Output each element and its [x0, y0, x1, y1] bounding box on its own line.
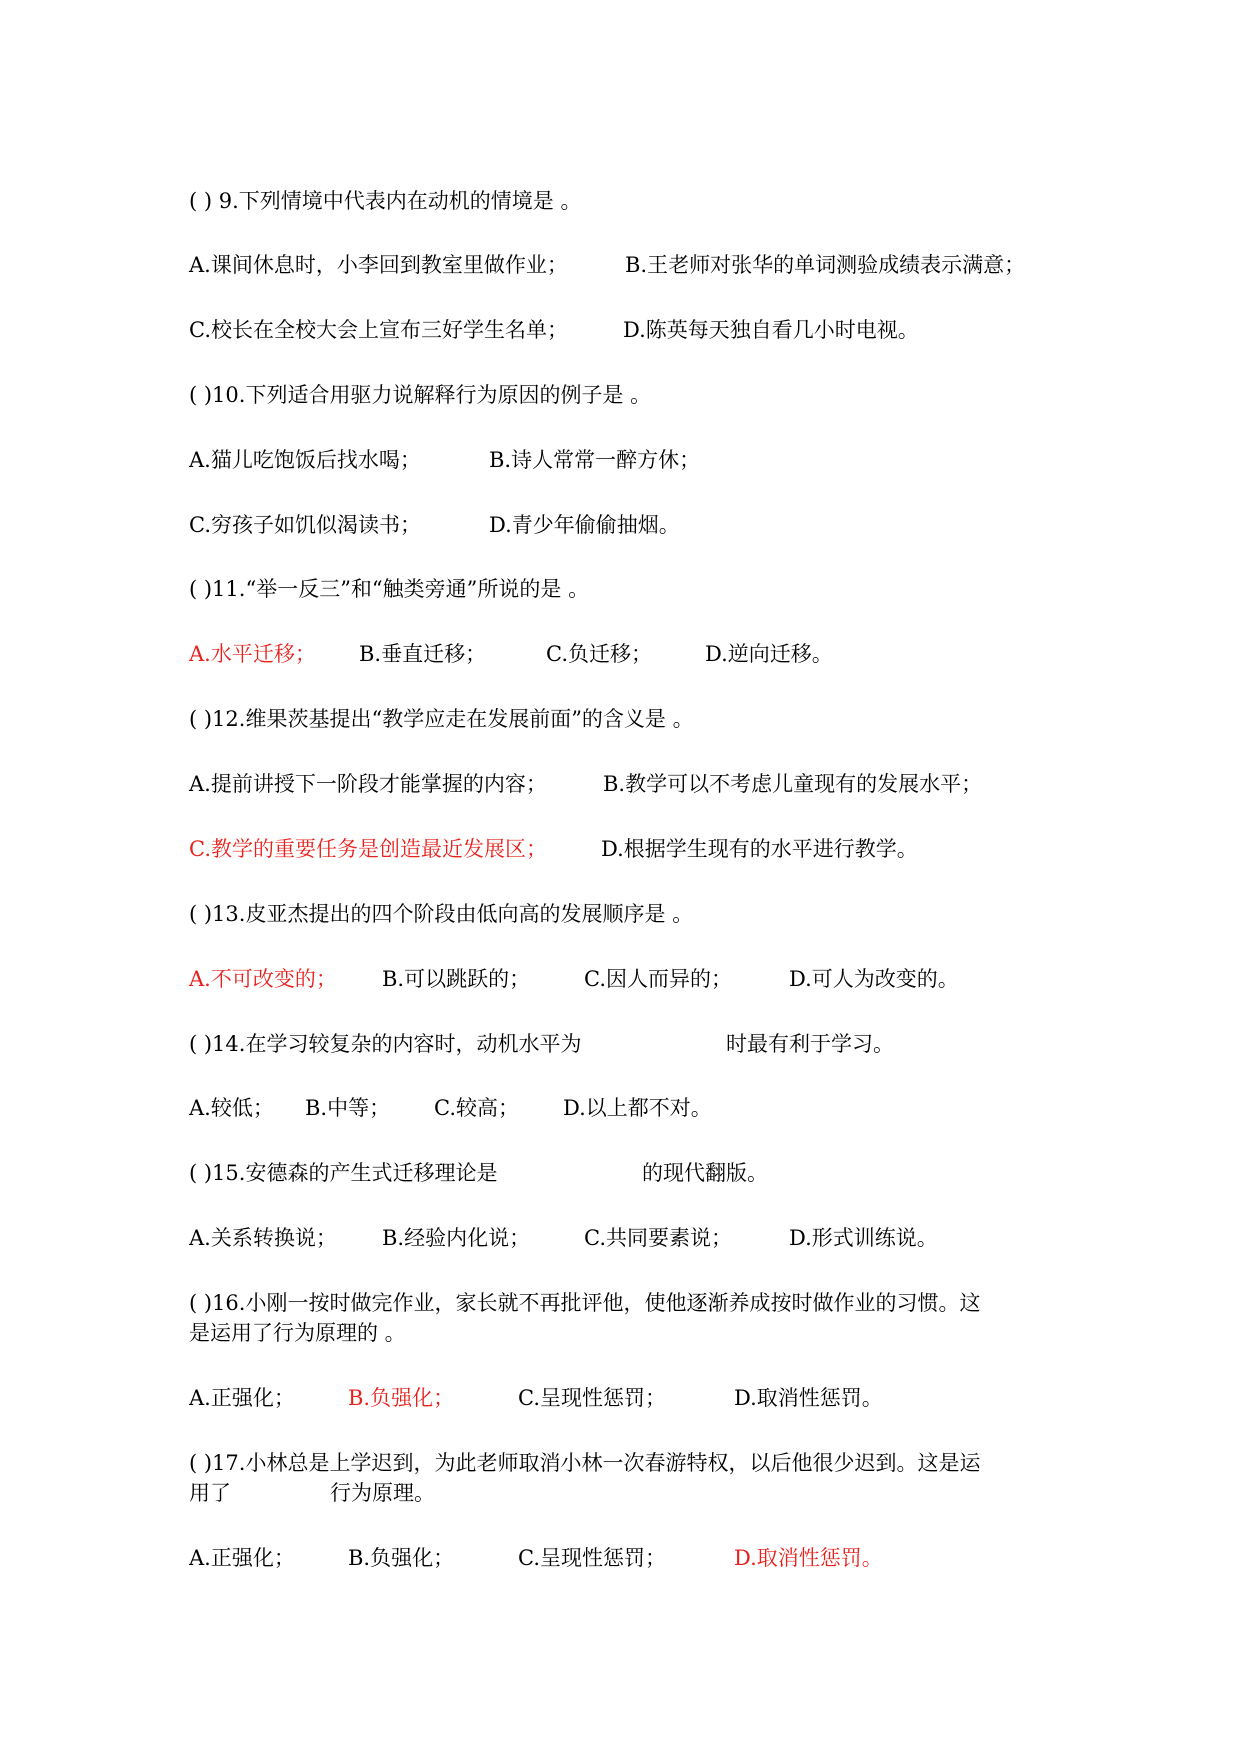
question-stem: ( )12.维果茨基提出“教学应走在发展前面”的含义是 。 — [189, 707, 694, 731]
option-d: D.逆向迁移。 — [705, 642, 833, 666]
option-b: B.可以跳跃的； — [382, 967, 531, 991]
option-c-answer: C.教学的重要任务是创造最近发展区； — [189, 837, 547, 861]
option-a-answer: A.水平迁移； — [189, 642, 316, 666]
question-stem-tail: 的现代翻版。 — [642, 1161, 768, 1185]
option-b-answer: B.负强化； — [348, 1386, 455, 1410]
option-a: A.正强化； — [189, 1386, 295, 1410]
option-c: C.负迁移； — [546, 642, 652, 666]
option-c: C.因人而异的； — [584, 967, 732, 991]
option-d: D.青少年偷偷抽烟。 — [489, 513, 680, 537]
option-a-answer: A.不可改变的； — [189, 967, 337, 991]
question-stem-tail: 时最有利于学习。 — [726, 1032, 894, 1056]
option-d: D.陈英每天独自看几小时电视。 — [623, 318, 919, 342]
option-b: B.王老师对张华的单词测验成绩表示满意； — [625, 253, 1026, 277]
question-stem-line1: ( )17.小林总是上学迟到，为此老师取消小林一次春游特权，以后他很少迟到。这是运 — [189, 1451, 981, 1475]
option-b: B.诗人常常一醉方休； — [489, 448, 701, 472]
option-d: D.以上都不对。 — [563, 1096, 712, 1120]
option-a: A.正强化； — [189, 1546, 295, 1570]
option-a: A.猫儿吃饱饭后找水喝； — [189, 448, 421, 472]
option-c: C.共同要素说； — [584, 1226, 732, 1250]
option-a: A.提前讲授下一阶段才能掌握的内容； — [189, 772, 547, 796]
option-b: B.经验内化说； — [382, 1226, 531, 1250]
option-a: A.较低； — [189, 1096, 274, 1120]
option-b: B.教学可以不考虑儿童现有的发展水平； — [603, 772, 983, 796]
question-stem-tail: 行为原理。 — [330, 1481, 435, 1505]
question-stem: ( )10.下列适合用驱力说解释行为原因的例子是 。 — [189, 383, 652, 407]
option-a: A.课间休息时，小李回到教室里做作业； — [189, 253, 568, 277]
option-c: C.校长在全校大会上宣布三好学生名单； — [189, 318, 568, 342]
question-stem-line1: ( )16.小刚一按时做完作业，家长就不再批评他，使他逐渐养成按时做作业的习惯。这 — [189, 1291, 981, 1315]
option-d-answer: D.取消性惩罚。 — [734, 1546, 883, 1570]
option-d: D.取消性惩罚。 — [734, 1386, 883, 1410]
option-c: C.呈现性惩罚； — [518, 1546, 666, 1570]
option-d: D.可人为改变的。 — [789, 967, 959, 991]
option-b: B.中等； — [305, 1096, 391, 1120]
option-a: A.关系转换说； — [189, 1226, 337, 1250]
question-stem: ( )11.“举一反三”和“触类旁通”所说的是 。 — [189, 577, 590, 601]
question-stem-line2: 是运用了行为原理的 。 — [189, 1321, 406, 1345]
question-stem: ( )14.在学习较复杂的内容时，动机水平为 — [189, 1032, 582, 1056]
option-b: B.垂直迁移； — [359, 642, 487, 666]
question-stem: ( ) 9.下列情境中代表内在动机的情境是 。 — [189, 189, 582, 213]
question-stem: ( )13.皮亚杰提出的四个阶段由低向高的发展顺序是 。 — [189, 902, 694, 926]
option-d: D.形式训练说。 — [789, 1226, 938, 1250]
option-d: D.根据学生现有的水平进行教学。 — [601, 837, 918, 861]
question-stem-line2: 用了 — [189, 1481, 231, 1505]
option-c: C.较高； — [434, 1096, 519, 1120]
option-c: C.呈现性惩罚； — [518, 1386, 666, 1410]
option-b: B.负强化； — [348, 1546, 455, 1570]
option-c: C.穷孩子如饥似渴读书； — [189, 513, 421, 537]
question-stem: ( )15.安德森的产生式迁移理论是 — [189, 1161, 498, 1185]
